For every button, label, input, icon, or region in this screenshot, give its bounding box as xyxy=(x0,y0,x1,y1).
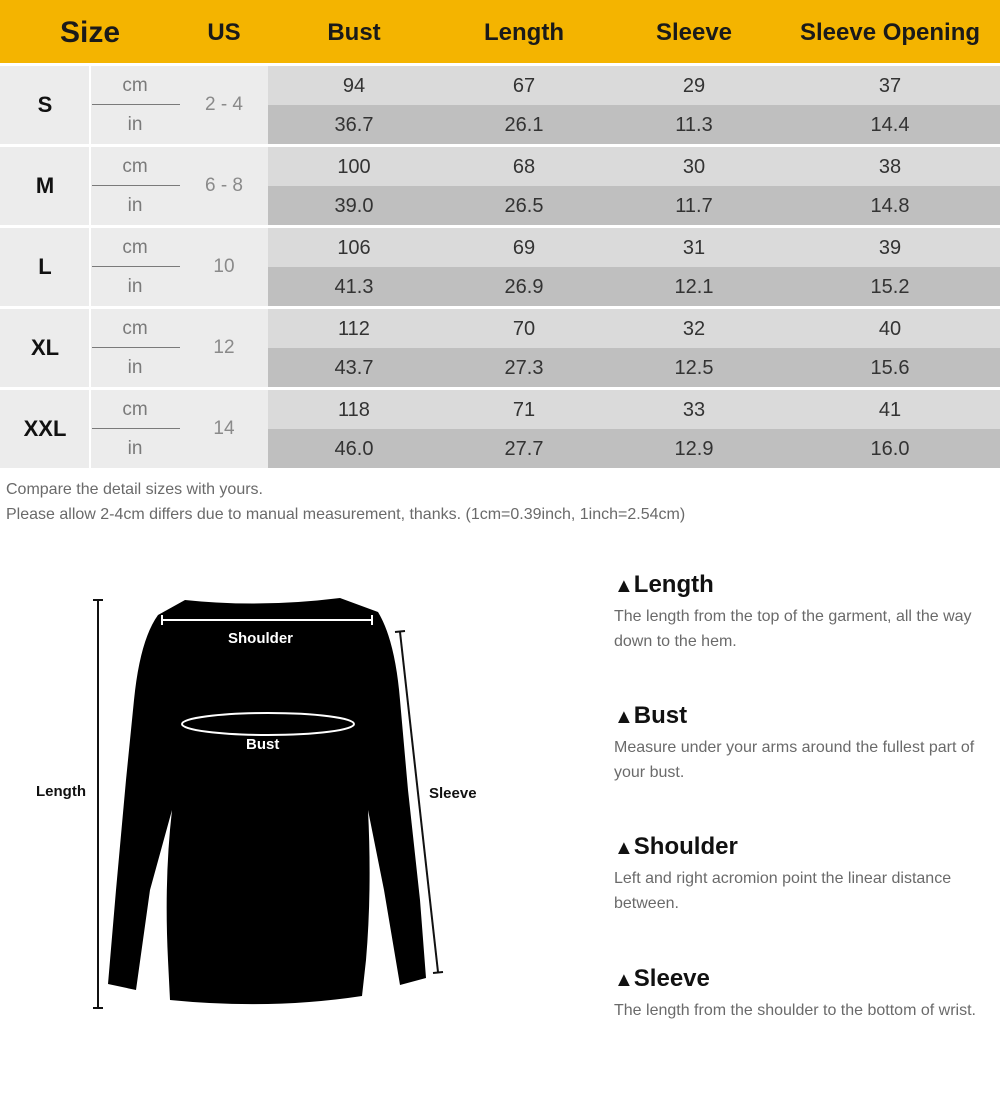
sleeve-cm: 31 xyxy=(682,237,706,259)
sleeve-opening-in: 14.8 xyxy=(870,195,910,217)
length-cm: 68 xyxy=(512,156,536,178)
bust-in: 41.3 xyxy=(334,276,374,298)
unit-in: in xyxy=(127,195,143,216)
size-block-xxl xyxy=(0,390,1000,468)
sleeve-opening-cm: 38 xyxy=(878,156,902,178)
sleeve-cm: 30 xyxy=(682,156,706,178)
sleeve-label: Sleeve xyxy=(429,785,477,802)
unit-in: in xyxy=(127,276,143,297)
sleeve-cm: 29 xyxy=(682,75,706,97)
sleeve-in: 12.1 xyxy=(674,276,714,298)
length-label: Length xyxy=(36,783,86,800)
sleeve-in: 11.3 xyxy=(675,114,713,136)
length-in: 26.5 xyxy=(504,195,544,217)
garment-measurement-figure xyxy=(0,560,560,1091)
definition-title: Sleeve xyxy=(633,965,710,992)
shoulder-label: Shoulder xyxy=(228,630,294,647)
note-tolerance: Please allow 2-4cm differs due to manual measurement, thanks. (1cm=0.39inch, 1inch=2.54cm) xyxy=(6,506,686,523)
bust-in: 46.0 xyxy=(334,438,374,460)
size-block-xl xyxy=(0,309,1000,387)
sleeve-opening-in: 15.6 xyxy=(870,357,910,379)
header-us: US xyxy=(207,19,241,46)
definition-text: The length from the top of the garment, all the way down to the hem. xyxy=(614,608,972,650)
sweater-silhouette xyxy=(108,598,426,1004)
size-label: XXL xyxy=(23,416,67,441)
length-cm: 67 xyxy=(512,75,536,97)
unit-in: in xyxy=(127,438,143,459)
size-label: XL xyxy=(30,335,60,360)
header-length: Length xyxy=(484,19,564,46)
bust-cm: 100 xyxy=(337,156,371,178)
bust-cm: 94 xyxy=(342,75,366,97)
unit-cm: cm xyxy=(122,75,148,96)
bust-cm: 106 xyxy=(337,237,371,259)
length-cm: 70 xyxy=(512,318,536,340)
size-block-m xyxy=(0,147,1000,225)
sleeve-opening-in: 16.0 xyxy=(870,438,910,460)
definition-sleeve xyxy=(614,962,1000,1023)
definition-title: Bust xyxy=(633,702,688,729)
triangle-icon: ▲ xyxy=(614,969,634,991)
unit-in: in xyxy=(127,114,143,135)
bust-cm: 112 xyxy=(338,318,370,340)
bust-in: 36.7 xyxy=(334,114,374,136)
us-size: 12 xyxy=(213,337,235,358)
us-size: 6 - 8 xyxy=(204,175,244,196)
size-block-s xyxy=(0,66,1000,144)
length-in: 27.3 xyxy=(504,357,544,379)
definition-bust xyxy=(614,699,1000,785)
us-size: 2 - 4 xyxy=(204,94,244,115)
sleeve-opening-in: 15.2 xyxy=(870,276,910,298)
definition-title: Shoulder xyxy=(633,833,738,860)
definition-title: Length xyxy=(633,571,714,598)
length-in: 27.7 xyxy=(504,438,544,460)
sleeve-opening-cm: 37 xyxy=(878,75,902,97)
bust-cm: 118 xyxy=(338,399,370,421)
sleeve-in: 12.9 xyxy=(674,438,714,460)
unit-cm: cm xyxy=(122,399,148,420)
sleeve-opening-in: 14.4 xyxy=(870,114,910,136)
measurement-notes xyxy=(6,477,685,527)
table-header-row xyxy=(0,0,1000,66)
triangle-icon: ▲ xyxy=(614,575,634,597)
note-compare: Compare the detail sizes with yours. xyxy=(6,481,263,498)
unit-in: in xyxy=(127,357,143,378)
length-in: 26.9 xyxy=(504,276,544,298)
size-label: S xyxy=(37,92,53,117)
bust-label: Bust xyxy=(246,736,280,753)
definition-shoulder xyxy=(614,830,1000,916)
length-in: 26.1 xyxy=(504,114,544,136)
us-size: 14 xyxy=(213,418,235,439)
definition-text: The length from the shoulder to the bottom of wrist. xyxy=(614,1002,976,1019)
sleeve-cm: 32 xyxy=(682,318,706,340)
length-cm: 71 xyxy=(512,399,536,421)
length-cm: 69 xyxy=(512,237,536,259)
definition-text: Left and right acromion point the linear distance between. xyxy=(614,870,952,912)
header-bust: Bust xyxy=(327,19,381,46)
sleeve-opening-cm: 40 xyxy=(878,318,902,340)
unit-cm: cm xyxy=(122,237,148,258)
bust-in: 43.7 xyxy=(334,357,374,379)
sleeve-opening-cm: 41 xyxy=(878,399,902,421)
sleeve-opening-cm: 39 xyxy=(878,237,902,259)
triangle-icon: ▲ xyxy=(614,837,634,859)
unit-cm: cm xyxy=(122,318,148,339)
size-label: L xyxy=(38,254,52,279)
header-size: Size xyxy=(59,16,121,49)
sleeve-in: 11.7 xyxy=(675,195,713,217)
us-size: 10 xyxy=(213,256,235,277)
header-sleeve-opening: Sleeve Opening xyxy=(799,19,981,46)
size-label: M xyxy=(35,173,55,198)
header-sleeve: Sleeve xyxy=(655,19,733,46)
definition-length xyxy=(614,568,1000,654)
size-block-l xyxy=(0,228,1000,306)
definition-text: Measure under your arms around the fullest part of your bust. xyxy=(614,739,975,781)
sleeve-cm: 33 xyxy=(682,399,706,421)
triangle-icon: ▲ xyxy=(614,706,634,728)
sleeve-in: 12.5 xyxy=(674,357,714,379)
bust-in: 39.0 xyxy=(334,195,374,217)
unit-cm: cm xyxy=(122,156,148,177)
